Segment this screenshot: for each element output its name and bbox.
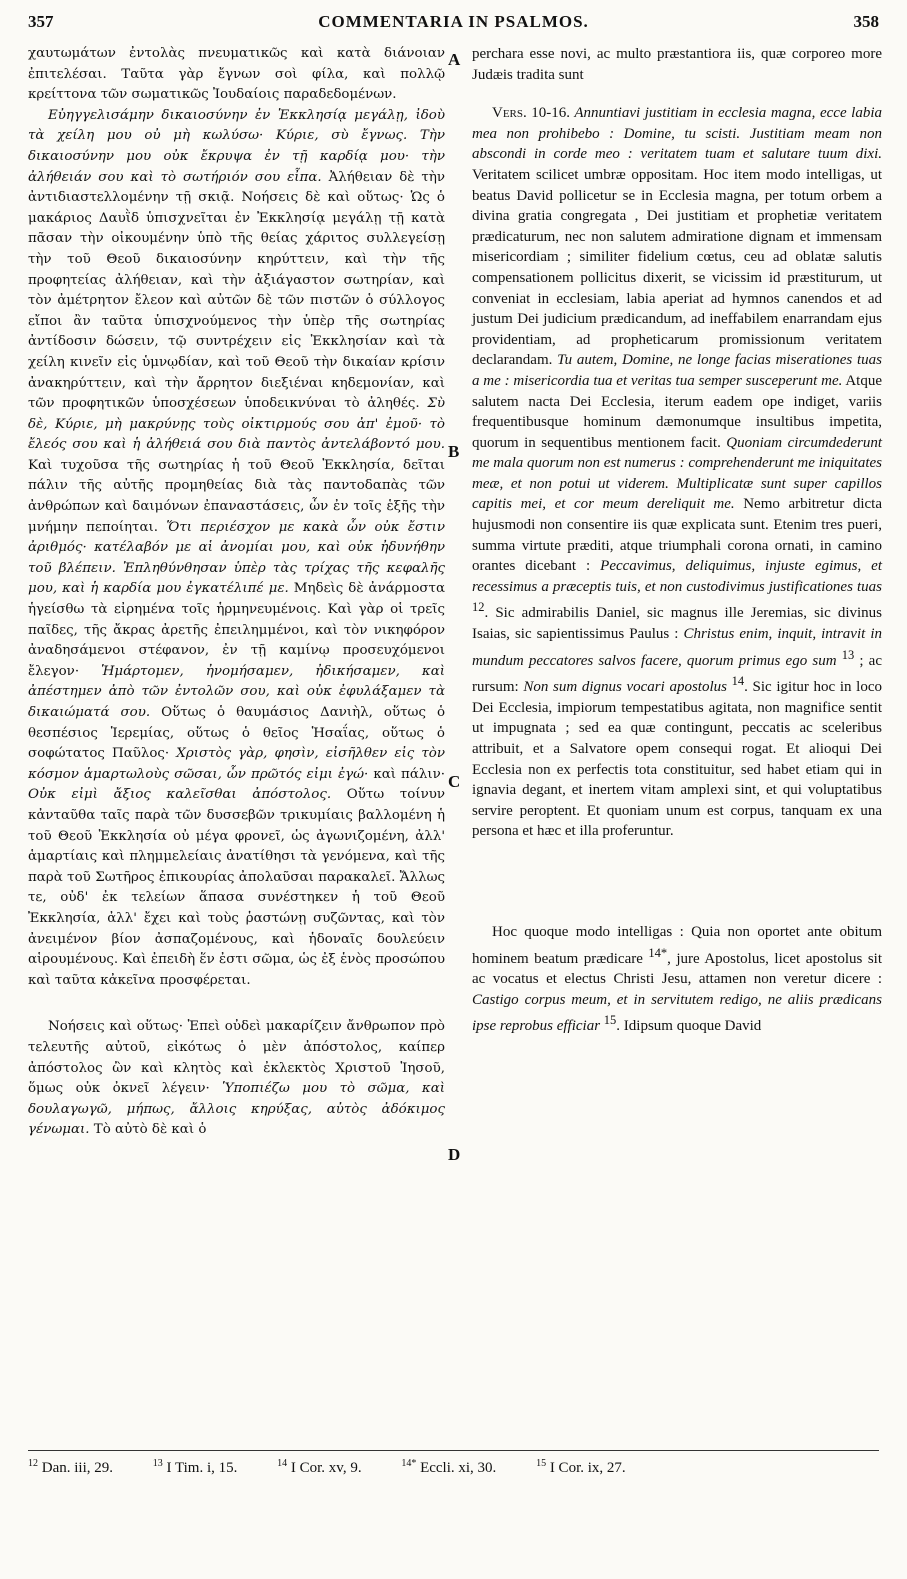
latin-scripture: Peccavimus, deliquimus, injuste egimus, et recessimus a præceptis tuis, et non custodivimus justificationes tuas	[472, 558, 882, 595]
footnote-ref[interactable]: 15	[603, 1013, 617, 1028]
latin-scripture: Castigo corpus meum, et in servitutem redigo, ne aliis prædicans ipse reprobus efficiar	[472, 991, 882, 1035]
section-marker-b: B	[448, 442, 460, 461]
latin-scripture: Christus enim, inquit, intravit in mundum peccatores salvos facere, quorum primus ego sum	[472, 626, 882, 669]
footnote-ref[interactable]: 12	[472, 600, 485, 615]
latin-text: . Idipsum quoque David	[616, 1018, 762, 1035]
paragraph-gap	[472, 842, 882, 922]
latin-text: , jure Apostolus, licet apostolus sit ac vocatus et electus Christi Jesu, attamen non veretur dicere :	[472, 950, 883, 988]
greek-column	[28, 44, 445, 1141]
footnote-text: Dan. iii, 29.	[41, 1460, 113, 1476]
footnote-number: 14	[277, 1458, 288, 1469]
greek-text: καὶ πάλιν·	[368, 766, 445, 782]
footnote-item	[536, 1458, 626, 1477]
paragraph-gap	[28, 991, 445, 1017]
footnote-text: I Cor. ix, 27.	[549, 1460, 626, 1476]
footnote-ref[interactable]: 14*	[648, 945, 668, 960]
footnote-item	[28, 1458, 113, 1477]
latin-text: ; ac rursum:	[472, 652, 883, 696]
latin-text: Veritatem scilicet umbræ oppositam. Hoc item modo intelligas, ut beatus David pollicetur se in Ecclesia magna, per totum orbem a divina gratia congregata , Dei justitiam et prophetiæ veritatem prædicaturum, nec non salutem admiratione dignam et immensam misericordiam ; similiter fidelium cœtus, ceu ad oblatæ salutis compensationem pollicitus dixerit, se vicissim id præstiturum, ut conveniat in ecclesiam, labia aperiat ad hymnos canendos et ad justum Dei judicium prædicandum, ad ineffabilem enarrandam ejus providentiam, ad propheticarum promissionum veritatem declarandam.	[472, 166, 882, 369]
latin-text: Nemo arbitretur dicta hujusmodi non consentire iis quæ explicata sunt. Etenim tres pueri, summa virtute præditi, atque triumphali corona ornati, in camino orantes dicebant :	[472, 496, 882, 575]
running-title: COMMENTARIA IN PSALMOS.	[318, 12, 589, 31]
footnote-number: 12	[28, 1458, 38, 1469]
footnote-item	[401, 1458, 496, 1477]
greek-text: Καὶ τυχοῦσα τῆς σωτηρίας ἡ τοῦ Θεοῦ Ἐκκλησία, δεῖται πάλιν τῆς αὐτῆς προμηθείας διὰ τὰς παντοδαπὰς τῶν ἀνθρώπων καὶ δαιμόνων ἐπαναστάσεις, ὧν ἐν τοῖς ἑξῆς τὴν μνήμην πεποίηται.	[28, 457, 445, 535]
latin-scripture: Non sum dignus vocari apostolus	[523, 679, 727, 696]
section-markers	[446, 0, 468, 1500]
footnote-number: 15	[536, 1458, 547, 1469]
greek-text: Νοήσεις καὶ οὕτως· Ἐπεὶ οὐδεὶ μακαρίζειν ἄνθρωπον πρὸ τελευτῆς αὐτοῦ, εἰκότως ὁ μὲν ἀπόστολος, καίπερ ἀπόστολος ὢν καὶ κλητὸς καὶ ἐκλεκτὸς Χριστοῦ Ἰησοῦ, ὅμως οὐκ ὀκνεῖ λέγειν·	[28, 1019, 445, 1097]
greek-scripture: Ὑποπιέζω μου τὸ σῶμα, καὶ δουλαγωγῶ, μήπως, ἄλλοις κηρύξας, αὐτὸς ἀδόκιμος γένωμαι.	[28, 1081, 445, 1138]
greek-scripture: Οὐκ εἰμὶ ἄξιος καλεῖσθαι ἀπόστολος.	[28, 787, 332, 803]
latin-paragraph-3	[472, 922, 882, 1037]
greek-text: Μηδεὶς δὲ ἀνάρμοστα ἡγείσθω τὰ εἰρημένα τοῖς ἡρμηνευμένοις. Καὶ γὰρ οἱ τρεῖς παῖδες, τῆς ἄκρας ἀρετῆς ἐπειλημμένοι, καὶ τὸν νικηφόρον ἀναδησάμενοι στέφανον, ἐν τῇ καμίνῳ προσευχόμενοι ἔλεγον·	[28, 581, 446, 679]
footnote-text: I Tim. i, 15.	[166, 1460, 238, 1476]
verse-label: Vers. 10-16.	[492, 105, 571, 122]
greek-scripture: Εὐηγγελισάμην δικαιοσύνην ἐν Ἐκκλησίᾳ μεγάλῃ, ἰδοὺ τὰ χείλη μου οὐ μὴ κωλύσω· Κύριε, σὺ ἔγνως. Τὴν δικαιοσύνην μου οὐκ ἔκρυψα ἐν τῇ καρδίᾳ μου· τὴν ἀλήθειάν σου καὶ τὸ σωτήριόν σου εἶπα.	[28, 107, 445, 185]
latin-scripture: Annuntiavi justitiam in ecclesia magna, ecce labia mea non prohibebo : Domine, tu scisti. Justitiam meam non abscondi in corde meo : veritatem tuam et salutare tuum dixi.	[472, 105, 882, 163]
latin-column	[472, 44, 882, 1037]
page-number-right: 358	[853, 12, 879, 31]
footnote-number: 13	[152, 1458, 163, 1469]
greek-text: χαυτωμάτων ἐντολὰς πνευματικῶς καὶ κατὰ διάνοιαν ἐπιτελέσαι. Ταῦτα γὰρ ἔγνων σοὶ φίλα, καὶ πολλῷ κρείττονα τῶν σωματικῶς Ἰουδαίοις παραδεδομένων.	[28, 46, 445, 103]
greek-paragraph-1	[28, 44, 445, 106]
latin-scripture: Quoniam circumdederunt me mala quorum non est numerus : comprehenderunt me iniquitates meæ, et non potui ut viderem. Multiplicatæ sunt super capillos capitis mei, et cor meum dereliquit me.	[472, 434, 882, 513]
greek-paragraph-2	[28, 106, 445, 992]
footnote-number: 14*	[401, 1458, 417, 1469]
latin-paragraph-2	[472, 103, 882, 842]
latin-paragraph-1	[472, 44, 882, 85]
greek-scripture: Ὅτι περιέσχον με κακὰ ὧν οὐκ ἔστιν ἀριθμός· κατέλαβόν με αἱ ἀνομίαι μου, καὶ οὐκ ἠδυνήθην τοῦ βλέπειν. Ἐπληθύνθησαν ὑπὲρ τὰς τρίχας τῆς κεφαλῆς μου, καὶ ἡ καρδία μου ἐγκατέλιπέ με.	[28, 519, 446, 597]
latin-text: perchara esse novi, ac multo præstantiora iis, quæ corporeo more Judæis tradita sunt	[472, 46, 882, 83]
footnote-item	[277, 1458, 361, 1477]
greek-text: Ἀλήθειαν δὲ τὴν ἀντιδιαστελλομένην τῇ σκιᾷ. Νοήσεις δὲ καὶ οὕτως· Ὡς ὁ μακάριος Δαυῒδ ὑπισχνεῖται ἐν Ἐκκλησίᾳ μεγάλῃ τῇ κατὰ πᾶσαν τὴν οἰκουμένην ὑπὸ τῆς θείας χάριτος συλλεγείσῃ τὴν τοῦ Θεοῦ δικαιοσύνην κηρύττειν, καὶ τὴν τῆς προφητείας ἀλήθειαν, καὶ τὴν ἀξιάγαστον σωτηρίαν, καὶ τὸν ἀμέτρητον ἔλεον καὶ αὐτῶν δὲ τῶν πιστῶν ὁ σύλλογος εἴποι ἂν ταῦτα ὑπισχνούμενος τὴν ὑπὲρ τῆς σωτηρίας ἀντίδοσιν δώσειν, τῷ συντρέχειν εἰς Ἐκκλησίαν καὶ τὰ χείλη κινεῖν εἰς ὑμνῳδίαν, καὶ τοῦ Θεοῦ τὴν δικαίαν κρίσιν ἀνακηρύττειν, καὶ τὴν ἄρρητον διεξιέναι κηδεμονίαν, καὶ τῶν προφητικῶν ὑποσχέσεων ὑποδεικνύναι τὸ ἀληθές.	[28, 169, 446, 412]
latin-scripture: Tu autem, Domine, ne longe facias miserationes tuas a me : misericordia tua et veritas tua semper susceperunt me.	[472, 352, 882, 389]
footnote-ref[interactable]: 13	[841, 647, 855, 662]
latin-text: Hoc quoque modo intelligas : Quia non oportet ante obitum hominem beatum prædicare	[472, 923, 882, 967]
footnote-text: Eccli. xi, 30.	[420, 1460, 497, 1476]
page-number-left: 357	[28, 12, 54, 31]
greek-text: Οὕτω τοίνυν κἀνταῦθα ταῖς παρὰ τῶν δυσσεβῶν τρικυμίαις βαλλομένη ἡ τοῦ Θεοῦ Ἐκκλησία οὐ μέγα φρονεῖ, ὡς ἀγωνιζομένη, ἀλλ' ἁμαρτίαις καὶ πλημμελείαις ἀνατίθησι τὰ γενόμενα, καὶ τῆς παρὰ τοῦ Σωτῆρος ἐπικουρίας ἀπολαῦσαι παρακαλεῖ. Ἄλλως τε, οὐδ' ἐκ τελείων ἅπασα συνέστηκεν ἡ τοῦ Θεοῦ Ἐκκλησία, ἀλλ' ἔχει καὶ τοὺς ῥαστώνῃ συζῶντας, καὶ τὸν ἀνειμένον βίον ἀσπαζομένους, καὶ ἡδοναῖς δουλεύειν αἱρουμένους. Καὶ ἐπειδὴ ἕν ἐστι σῶμα, ὡς ἐξ ἑνὸς προσώπου καὶ ταῦτα κἀκεῖνα προσφέρεται.	[28, 787, 446, 988]
footnotes	[28, 1458, 879, 1477]
section-marker-c: C	[448, 772, 461, 791]
footnote-item	[153, 1458, 238, 1477]
greek-scripture: Σὺ δὲ, Κύριε, μὴ μακρύνῃς τοὺς οἰκτιρμούς σου ἀπ' ἐμοῦ· τὸ ἔλεός σου καὶ ἡ ἀλήθειά σου διὰ παντὸς ἀντελάβοντό μου.	[28, 396, 445, 453]
latin-text: . Sic admirabilis Daniel, sic magnus ille Jeremias, sic divinus Isaias, sic sapientissimus Paulus :	[472, 605, 882, 643]
greek-text: Τὸ αὐτὸ δὲ καὶ ὁ	[89, 1122, 207, 1138]
paragraph-gap	[472, 85, 882, 103]
footnote-divider	[28, 1450, 879, 1451]
section-marker-d: D	[448, 1145, 461, 1164]
footnote-ref[interactable]: 14	[731, 674, 745, 689]
latin-text: . Sic igitur hoc in loco Dei Ecclesia, impiorum tempestatibus agitata, non magnifice sentit ut impugnata ; sed ea quæ contingunt, peccatis ac sceleribus attribuit, et a Salvatore opem consequi rogat. Et alioqui Dei Ecclesia non ex perfectis tota constituitur, sed habet etiam qui in ignavia degant, et inertem vitam amplexi sint, et qui voluptatibus servire peroptent. Et quoniam unum est corpus, tanquam ex una persona et hæc et illa proferuntur.	[472, 679, 882, 840]
latin-text: Atque salutem nacta Dei Ecclesia, iterum eadem ope indiget, variis frequentibusque hominum dæmonumque insultibus impetita, quorum in sequentibus mentionem facit.	[472, 372, 882, 451]
footnote-text: I Cor. xv, 9.	[290, 1460, 362, 1476]
greek-scripture: Χριστὸς γὰρ, φησὶν, εἰσῆλθεν εἰς τὸν κόσμον ἁμαρτωλοὺς σῶσαι, ὧν πρῶτός εἰμι ἐγώ·	[28, 746, 445, 782]
section-marker-a: A	[448, 50, 461, 69]
greek-paragraph-3	[28, 1017, 445, 1141]
greek-scripture: Ἡμάρτομεν, ἠνομήσαμεν, ἠδικήσαμεν, καὶ ἀπέστημεν ἀπὸ τῶν ἐντολῶν σου, καὶ οὐκ ἐφυλάξαμεν τὰ δικαιώματά σου.	[28, 663, 446, 720]
greek-text: Οὕτως ὁ θαυμάσιος Δανιὴλ, οὕτως ὁ θεσπέσιος Ἱερεμίας, οὕτως ὁ θεῖος Ἡσαΐας, οὕτως ὁ σοφώτατος Παῦλος·	[28, 705, 446, 762]
